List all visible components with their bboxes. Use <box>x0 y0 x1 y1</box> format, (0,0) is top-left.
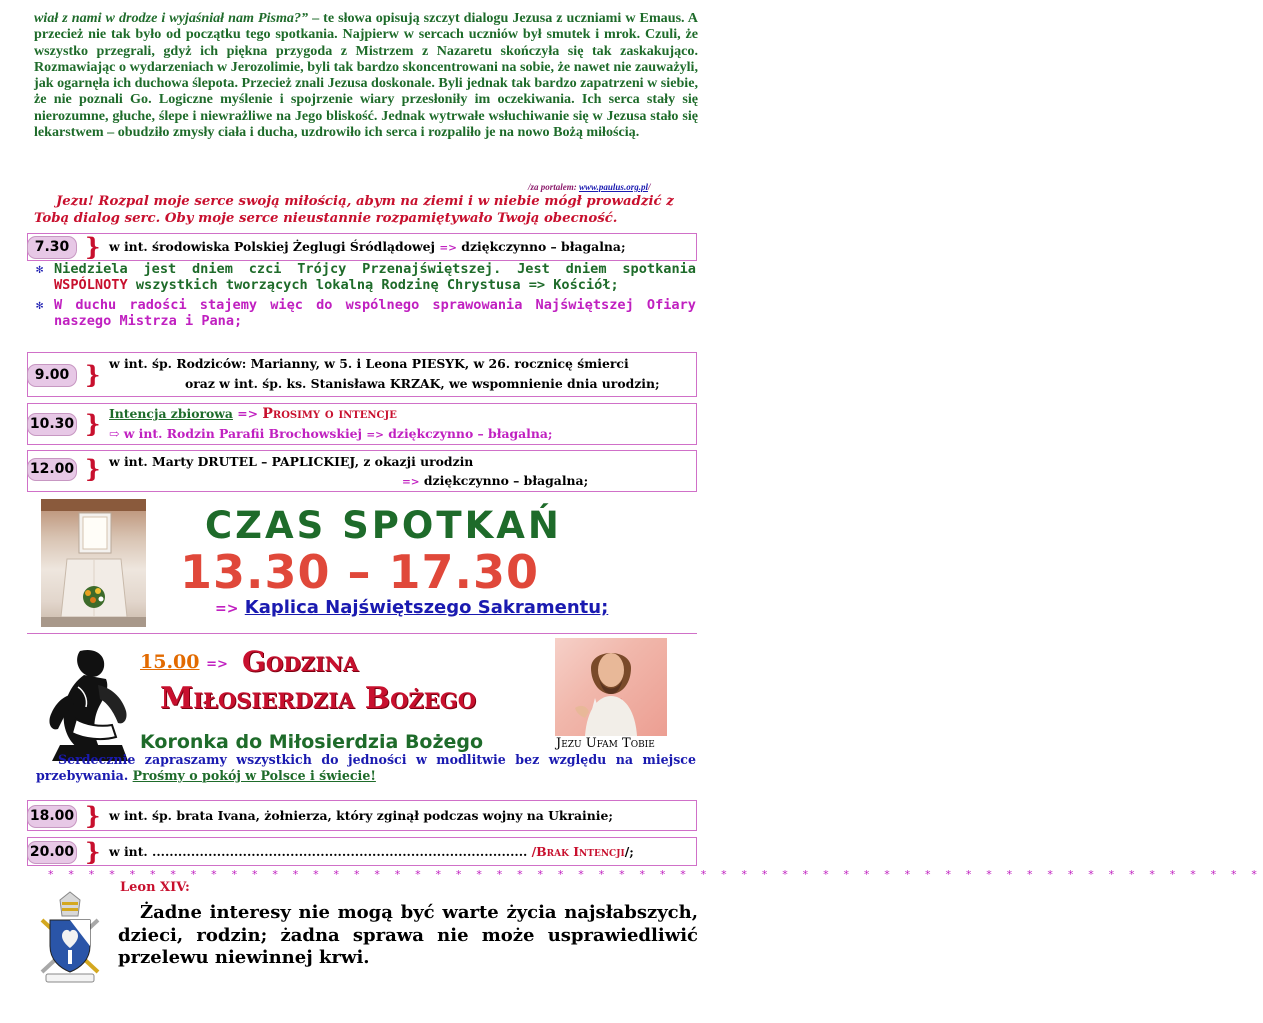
mass-time: 9.00 <box>27 364 77 387</box>
intention-text: w int. Rodzin Parafii Brochowskiej <box>119 426 367 441</box>
intro-quote: wiał z nami w drodze i wyjaśniał nam Pisma?” <box>34 10 309 26</box>
intention-type: dziękczynno – błagalna; <box>461 239 626 254</box>
pieta-icon <box>40 645 136 763</box>
arrow-icon: => <box>402 476 420 488</box>
snowflake-icon: ✻ <box>36 262 44 276</box>
mass-intention <box>109 842 634 862</box>
czas-spotkan-title: CZAS SPOTKAŃ <box>205 504 562 547</box>
brace-icon: } <box>85 454 101 483</box>
pieta-drawing <box>40 645 136 763</box>
source-label: /za portalem: <box>528 182 579 192</box>
row-border <box>696 838 697 865</box>
leon-label: Leon XIV: <box>120 880 190 895</box>
mass-row-2000 <box>27 837 697 866</box>
source-credit <box>528 182 650 192</box>
arrow-icon: => <box>439 242 457 254</box>
intention-text: , w 26. rocznicę śmierci <box>464 356 629 371</box>
intro-paragraph <box>34 10 698 140</box>
papal-coat-of-arms <box>32 890 108 986</box>
intention-text: , z okazji urodzin <box>354 454 474 469</box>
row-border <box>696 801 697 830</box>
brace-icon: } <box>85 801 101 830</box>
mass-intention <box>109 404 397 424</box>
arrow-icon: => <box>366 429 384 441</box>
invite-text: Serdecznie zapraszamy wszystkich do jedności w modlitwie bez względu na miejsce przebywania. <box>36 752 696 783</box>
mass-intention <box>109 452 473 472</box>
mass-intention-2 <box>402 471 588 492</box>
mass-intention-2 <box>109 424 553 445</box>
brace-icon: } <box>85 837 101 866</box>
mass-time: 20.00 <box>27 841 77 864</box>
jezu-ufam-tobie: Jezu Ufam Tobie <box>556 736 655 751</box>
godzina-time <box>140 651 228 673</box>
godzina-title-1: Godzina <box>242 645 359 678</box>
name-caps: KRZAK <box>389 376 441 391</box>
wspolnoty-word: WSPÓLNOTY <box>54 276 128 293</box>
sunday-text: Niedziela jest dniem czci Trójcy Przenajświętszej. Jest dniem spotkania <box>54 261 696 277</box>
mass-intention <box>109 237 626 258</box>
source-end: / <box>647 182 651 192</box>
intention-text: w int. środowiska Polskiej Żeglugi Śródlądowej <box>109 239 436 254</box>
intention-text: w int. ....................................................................................... <box>109 844 532 859</box>
row-border <box>696 404 697 444</box>
intention-text: , we wspomnienie dnia urodzin; <box>440 376 660 391</box>
godzina-hour: 15.00 <box>140 651 200 673</box>
mass-row-730 <box>27 233 697 261</box>
arrow-icon: => <box>206 657 228 672</box>
leon-quote: Żadne interesy nie mogą być warte życia najsłabszych, dzieci, rodzin; żadna sprawa nie może usprawiedliwić przelewu niewinnej krwi. <box>118 902 698 968</box>
row-border <box>696 353 697 396</box>
star-divider: * * * * * * * * * * * * * * * * * * * * * * * * * * * * * * * * * * * * * * * * * * * * * * * * * * * * * * * * * * * * <box>48 868 1263 881</box>
mass-time: 18.00 <box>27 805 77 828</box>
czas-spotkan-time: 13.30 – 17.30 <box>180 545 540 599</box>
intro-text: – te słowa opisują szczyt dialogu Jezusa z uczniami w Emaus. A przecież nie tak było od początku tego spotkania. Najpierw w sercach uczniów był smutek i mrok. Czuli, że wszystko przegrali, gdyż ich piękna przygoda z Mistrzem z Nazaretu skończyła się tak zaskakująco. Rozmawiając o wydarzeniach w Jerozolimie, byli tak bardzo skoncentrowani na sobie, że nawet nie zauważyli, jak ogarnęła ich duchowa ślepota. Przecież znali Jezusa doskonale. Byli jednak tak bardzo zapatrzeni w siebie, że nie poznali Go. Logiczne myślenie i spojrzenie wiary przesłoniły im oczekiwania. Ich serca stały się nierozumne, głuche, ślepe i niewrażliwe na Jego bliskość. Jednak wytrwałe wsłuchiwanie się w Jezusa stało się lekarstwem – obudziło zmysły ciała i ducha, uzdrowiło ich serca i rozpaliło je na nowo Bożą miłością. <box>34 10 698 141</box>
intention-type: dziękczynno – błagalna; <box>383 426 553 441</box>
brace-icon: } <box>85 360 101 389</box>
mass-row-900 <box>27 352 697 397</box>
intention-end: /; <box>624 844 634 859</box>
prayer-text: Jezu! Rozpal moje serce swoją miłością, abym na ziemi i w niebie mógł prowadzić z Tobą dialog serc. Oby moje serce nieustannie rozpamiętywało Twoją obecność. <box>34 194 674 226</box>
mass-row-1800 <box>27 800 697 831</box>
mass-time: 7.30 <box>27 236 77 259</box>
brak-intencji: /Brak Intencji <box>531 844 625 859</box>
mass-intention: w int. śp. brata Ivana, żołnierza, który zginął podczas wojny na Ukrainie; <box>109 808 613 823</box>
arrow-right-icon: ⇨ <box>109 426 120 441</box>
godzina-title-2: Miłosierdzia Bożego <box>160 681 476 716</box>
name-caps: PIESYK <box>411 356 465 371</box>
row-border <box>696 451 697 491</box>
arrow-icon: => <box>215 601 239 617</box>
arrow-icon: => <box>232 406 263 421</box>
chapel-photo <box>41 499 146 627</box>
chapel-name: Kaplica Najświętszego Sakramentu; <box>244 597 609 618</box>
zbiorowa-label: Intencja zbiorowa <box>109 406 233 421</box>
chapel-illustration <box>41 499 146 627</box>
koronka-title: Koronka do Miłosierdzia Bożego <box>140 731 484 753</box>
mass-intention-2 <box>185 374 660 394</box>
intention-type: dziękczynno – błagalna; <box>419 473 589 488</box>
source-link[interactable]: www.paulus.org.pl <box>579 182 648 192</box>
brace-icon: } <box>85 232 101 261</box>
jesus-icon <box>555 638 667 736</box>
intention-text: w int. Marty <box>109 454 198 469</box>
invitation-text <box>36 752 696 784</box>
peace-prayer: Prośmy o pokój w Polsce i świecie! <box>132 768 376 783</box>
sunday-note <box>36 262 696 334</box>
divider <box>27 633 697 634</box>
sunday-paragraph-1 <box>36 262 696 293</box>
mass-time: 12.00 <box>27 458 77 481</box>
sunday-text: W duchu radości stajemy więc do wspólnego sprawowania Najświętszej Ofiary naszego Mistrza i Pana; <box>54 297 696 329</box>
intention-text: w int. śp. Rodziców: Marianny, w 5. i Leona <box>109 356 412 371</box>
mass-row-1030 <box>27 403 697 445</box>
brace-icon: } <box>85 409 101 438</box>
sunday-paragraph-2 <box>36 298 696 329</box>
prosimy-label: Prosimy o intencje <box>262 406 397 422</box>
czas-spotkan-place <box>215 597 608 618</box>
coat-of-arms-icon <box>32 890 108 986</box>
intention-text: oraz w int. śp. ks. Stanisława <box>185 376 390 391</box>
name-caps: DRUTEL – PAPLICKIEJ <box>197 454 355 469</box>
row-border <box>696 234 697 260</box>
mass-row-1200 <box>27 450 697 492</box>
snowflake-icon: ✻ <box>36 298 44 312</box>
mass-intention <box>109 354 629 374</box>
mass-time: 10.30 <box>27 413 77 436</box>
sunday-text: wszystkich tworzących lokalną Rodzinę Chrystusa => Kościół; <box>127 276 619 293</box>
divine-mercy-image <box>555 638 667 736</box>
